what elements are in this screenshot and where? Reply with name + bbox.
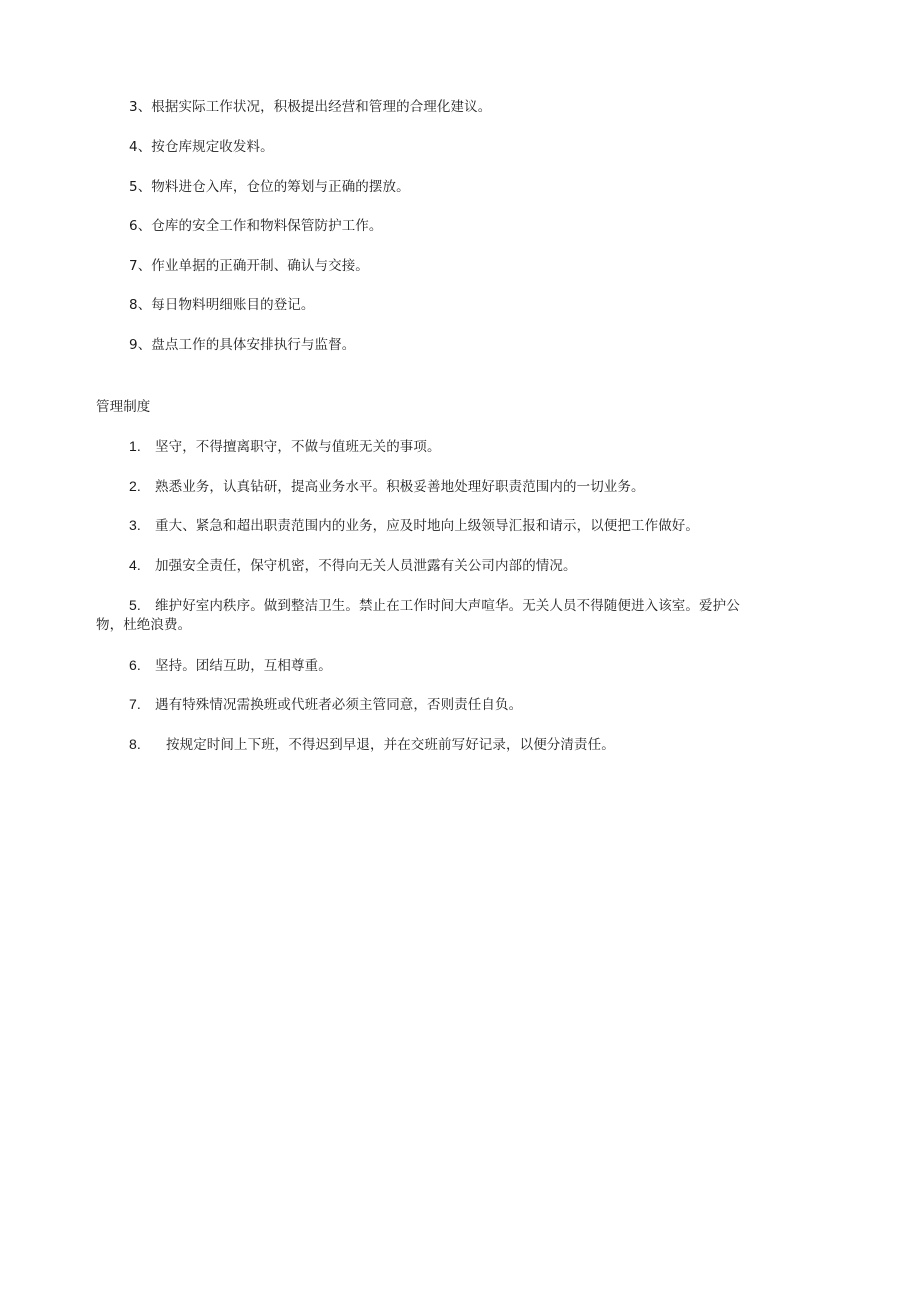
- rule-number: 4.: [129, 557, 141, 573]
- rule-text: 坚守，不得擅离职守，不做与值班无关的事项。: [155, 439, 441, 455]
- rule-text: 熟悉业务，认真钻研，提高业务水平。积极妥善地处理好职责范围内的一切业务。: [155, 479, 645, 495]
- rule-text: 遇有特殊情况需换班或代班者必须主管同意，否则责任自负。: [155, 697, 523, 713]
- rule-item-2: [129, 476, 645, 497]
- rule-number: 5.: [129, 597, 141, 613]
- rule-number: 7.: [129, 696, 141, 712]
- rule-item-3: [129, 515, 699, 536]
- duty-item-7: 7、作业单据的正确开制、确认与交接。: [129, 258, 369, 274]
- rule-item-5: [129, 595, 740, 616]
- rule-item-1: [129, 436, 441, 457]
- rule-item-8: [129, 734, 615, 755]
- duty-item-3: 3、根据实际工作状况，积极提出经营和管理的合理化建议。: [129, 99, 492, 115]
- rule-number: 6.: [129, 657, 141, 673]
- rule-text: 按规定时间上下班，不得迟到早退，并在交班前写好记录，以便分清责任。: [166, 737, 615, 753]
- rule-item-4: [129, 555, 577, 576]
- duty-item-5: 5、物料进仓入库，仓位的筹划与正确的摆放。: [129, 179, 410, 195]
- duty-item-9: 9、盘点工作的具体安排执行与监督。: [129, 337, 356, 353]
- rule-text: 加强安全责任，保守机密，不得向无关人员泄露有关公司内部的情况。: [155, 558, 577, 574]
- rule-text: 维护好室内秩序。做到整洁卫生。禁止在工作时间大声喧华。无关人员不得随便进入该室。爱护公: [155, 598, 740, 614]
- rule-number: 3.: [129, 517, 141, 533]
- rule-item-5-continuation: 物，杜绝浪费。: [96, 617, 192, 633]
- rule-text: 坚持。团结互助，互相尊重。: [155, 658, 332, 674]
- rule-item-7: [129, 694, 522, 715]
- duty-item-6: 6、仓库的安全工作和物料保管防护工作。: [129, 218, 383, 234]
- duty-item-8: 8、每日物料明细账目的登记。: [129, 297, 315, 313]
- rule-number: 8.: [129, 736, 141, 752]
- rule-item-6: [129, 655, 332, 676]
- rule-number: 1.: [129, 438, 141, 454]
- rule-number: 2.: [129, 478, 141, 494]
- duty-item-4: 4、按仓库规定收发料。: [129, 139, 274, 155]
- rule-text: 重大、紧急和超出职责范围内的业务，应及时地向上级领导汇报和请示，以便把工作做好。: [155, 518, 699, 534]
- section-heading: 管理制度: [96, 399, 151, 415]
